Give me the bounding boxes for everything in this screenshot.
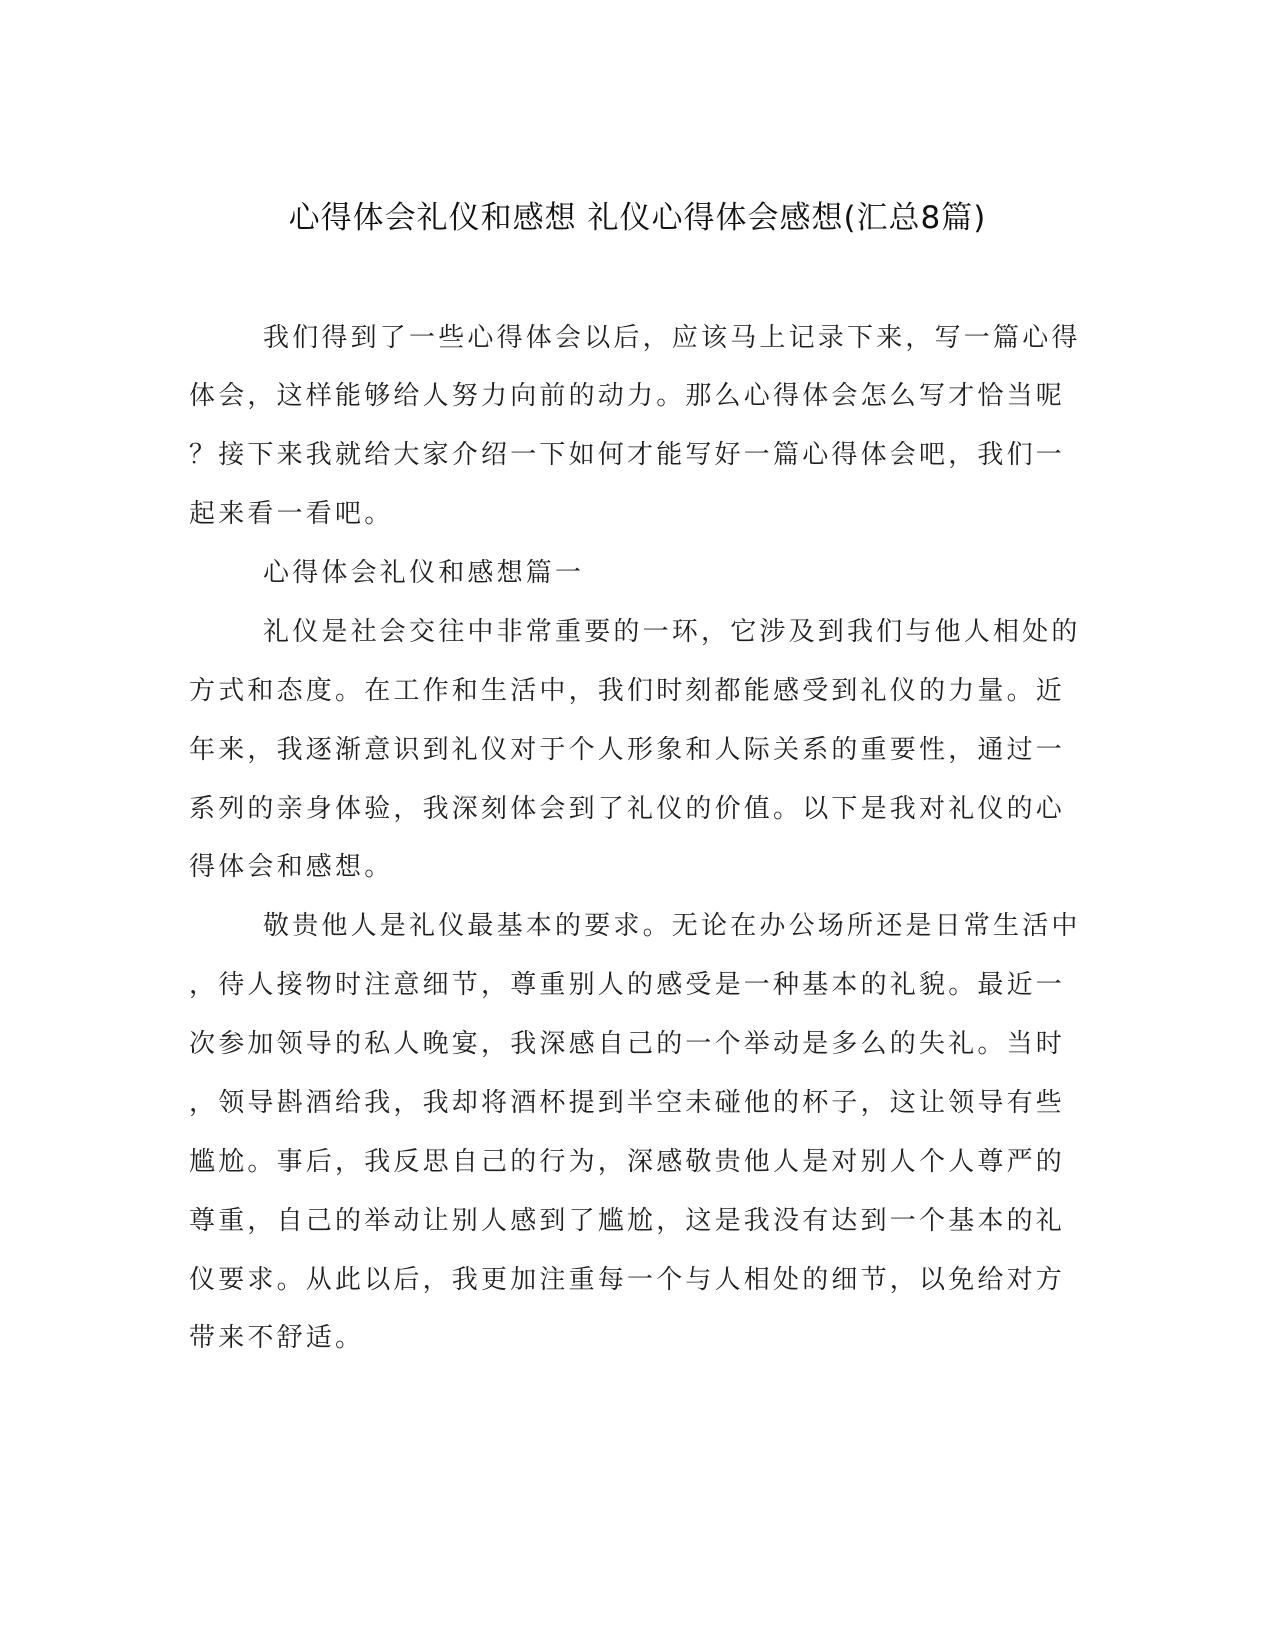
section-heading: 心得体会礼仪和感想篇一 [263,558,585,588]
paragraph-2-line-5: 得体会和感想。 [189,852,394,882]
paragraph-2-line-2: 方式和态度。在工作和生活中，我们时刻都能感受到礼仪的力量。近 [189,676,1066,706]
paragraph-3-line-4: ，领导斟酒给我，我却将酒杯提到半空未碰他的杯子，这让领导有些 [189,1088,1066,1118]
paragraph-2-line-3: 年来，我逐渐意识到礼仪对于个人形象和人际关系的重要性，通过一 [189,735,1066,765]
paragraph-3-line-1: 敬贵他人是礼仪最基本的要求。无论在办公场所还是日常生活中 [263,911,1081,941]
paragraph-1-line-4: 起来看一看吧。 [189,499,394,529]
paragraph-3-line-2: ，待人接物时注意细节，尊重别人的感受是一种基本的礼貌。最近一 [189,970,1066,1000]
paragraph-3-line-7: 仪要求。从此以后，我更加注重每一个与人相处的细节，以免给对方 [189,1265,1066,1295]
document-title: 心得体会礼仪和感想 礼仪心得体会感想(汇总8篇) [288,200,987,236]
paragraph-3-line-3: 次参加领导的私人晚宴，我深感自己的一个举动是多么的失礼。当时 [189,1029,1066,1059]
paragraph-1-line-3: ？接下来我就给大家介绍一下如何才能写好一篇心得体会吧，我们一 [189,440,1066,470]
paragraph-2-line-4: 系列的亲身体验，我深刻体会到了礼仪的价值。以下是我对礼仪的心 [189,794,1066,824]
paragraph-3-line-6: 尊重，自己的举动让别人感到了尴尬，这是我没有达到一个基本的礼 [189,1206,1066,1236]
paragraph-3-line-5: 尴尬。事后，我反思自己的行为，深感敬贵他人是对别人个人尊严的 [189,1147,1066,1177]
paragraph-2-line-1: 礼仪是社会交往中非常重要的一环，它涉及到我们与他人相处的 [263,617,1081,647]
paragraph-1-line-2: 体会，这样能够给人努力向前的动力。那么心得体会怎么写才恰当呢 [189,381,1066,411]
paragraph-3-line-8: 带来不舒适。 [189,1323,365,1353]
paragraph-1-line-1: 我们得到了一些心得体会以后，应该马上记录下来，写一篇心得 [263,323,1081,353]
